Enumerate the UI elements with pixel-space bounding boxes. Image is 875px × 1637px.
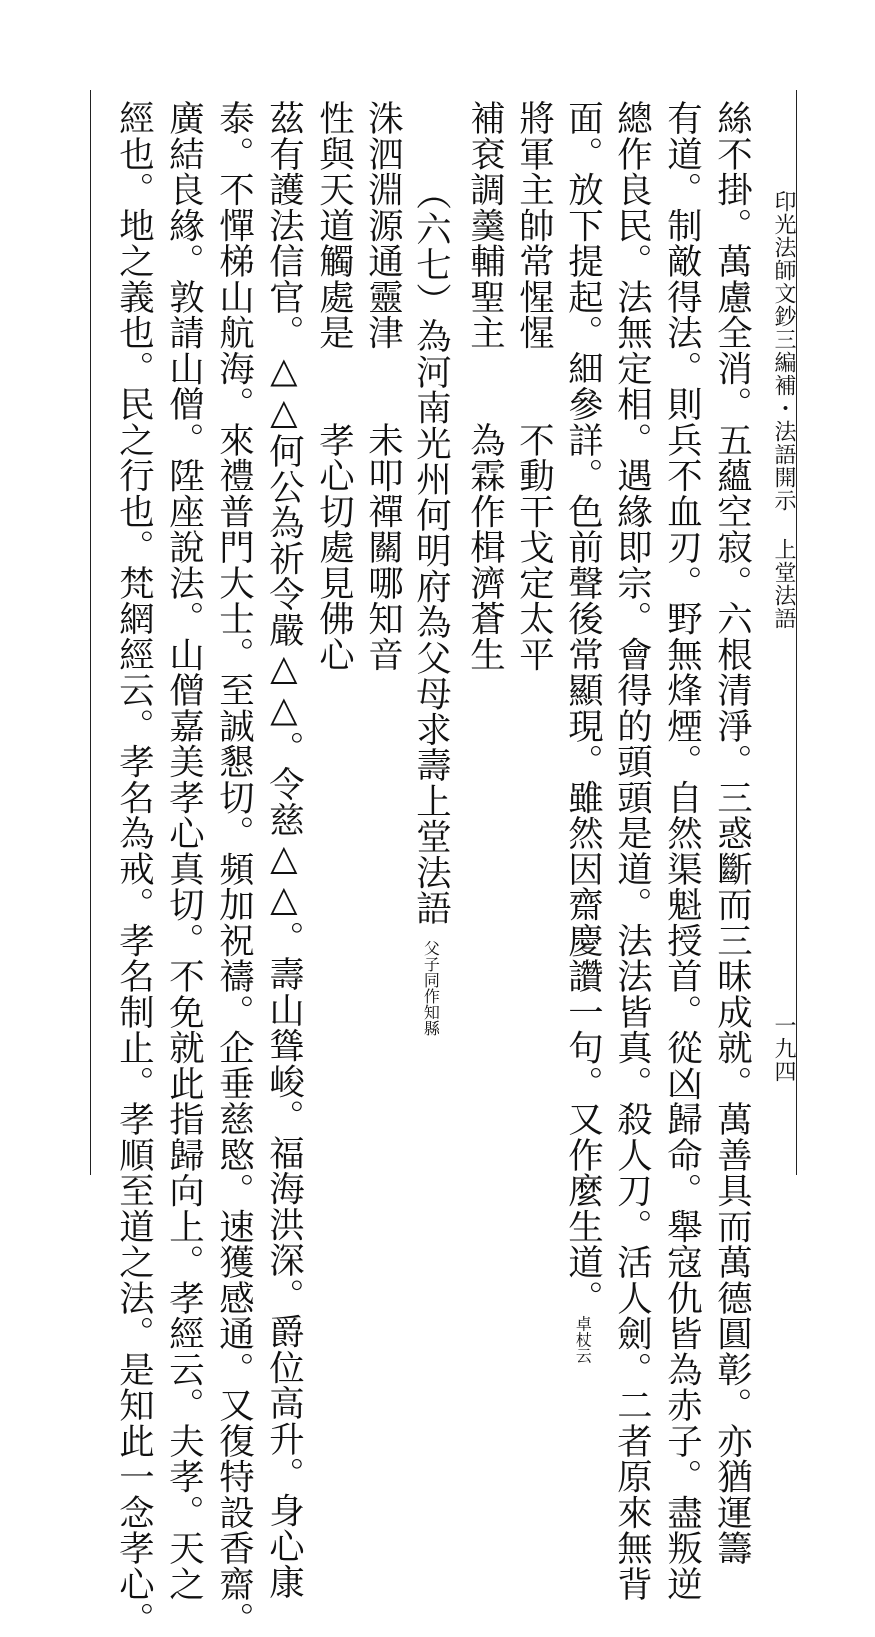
text-column-8: 經也。地之義也。民之行也。梵網經云。孝名為戒。孝名制止。孝順至道之法。是知此一念孝心。 [113,100,155,1637]
running-header [772,190,794,630]
text-column-2: 有道。制敵得法。則兵不血刃。野無烽煙。自然渠魁授首。從凶歸命。舉寇仇皆為赤子。盡叛逆 [661,100,703,1602]
page-number: 一九四 [771,1014,796,1083]
section-heading: （六七）為河南光州何明府為父母求壽上堂法語父子同作知縣 [410,175,452,1036]
text-column-5: 茲有護法信官。△△何公為祈令嚴△△。令慈△△。壽山聳峻。福海洪深。爵位高升。身心康 [263,100,305,1600]
verse-line-4: 性與天道觸處是 孝心切處見佛心 [313,100,355,672]
text-column-3: 總作良民。法無定相。遇緣即宗。會得的頭頭是道。法法皆真。殺人刀。活人劍。二者原來無背 [611,100,653,1602]
text-column-7: 廣結良緣。敦請山僧。陞座說法。山僧嘉美孝心真切。不免就此指歸向上。孝經云。夫孝。天之 [163,100,205,1602]
book-title: 印光法師文鈔三編補・法語開示 [771,190,796,512]
heading-note: 父子同作知縣 [421,939,441,1036]
text-column-6: 泰。不憚梯山航海。來禮普門大士。至誠懇切。頻加祝禱。企垂慈愍。速獲感通。又復特設香齋。 [213,100,255,1637]
section-title: 上堂法語 [771,538,796,630]
text-column-1: 絲不掛。萬慮全消。五蘊空寂。六根清淨。三惑斷而三昧成就。萬善具而萬德圓彰。亦猶運籌 [711,100,753,1566]
inline-note: 卓杖云 [573,1315,593,1364]
verse-line-2: 補袞調羹輔聖主 為霖作楫濟蒼生 [464,100,506,672]
verse-line-3: 洙泗淵源通靈津 未叩禪關哪知音 [362,100,404,672]
text-column-4: 面。放下提起。細參詳。色前聲後常顯現。雖然因齋慶讚一句。又作麼生道。卓杖云 [562,100,604,1364]
verse-line-1: 將軍主帥常惺惺 不動干戈定太平 [513,100,555,672]
